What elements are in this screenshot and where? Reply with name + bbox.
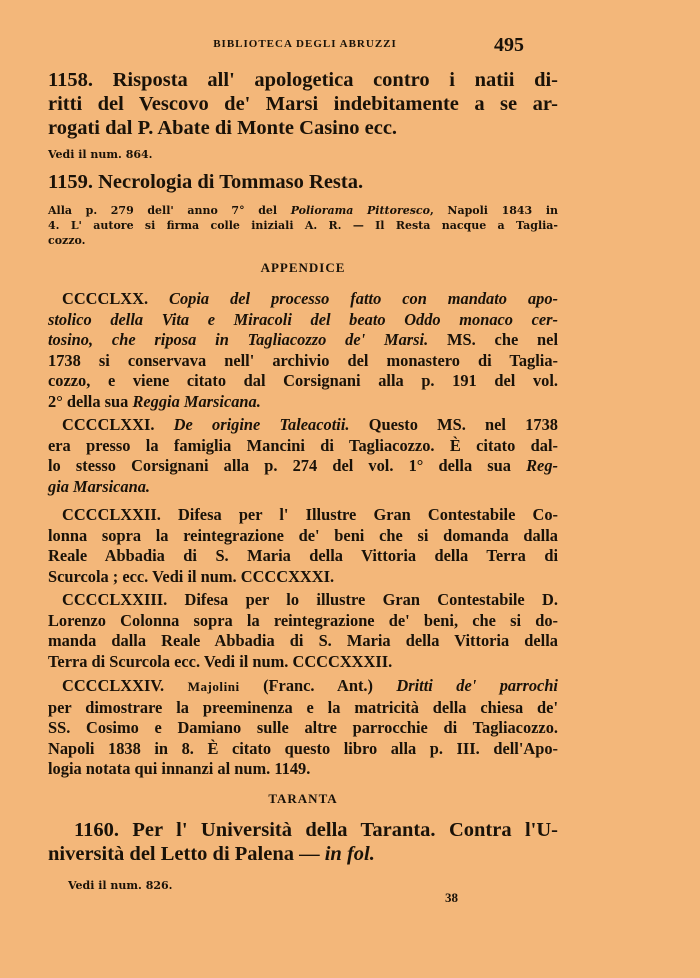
cccclxxi-line-2: era presso la famiglia Mancini di Tagliacozzo. È citato dal- — [48, 435, 558, 455]
entry-cccclxx — [48, 289, 558, 412]
entry-cccclxxiii — [48, 590, 558, 672]
cccclxxi-line-4: gia Marsicana. — [48, 476, 151, 496]
cccclxxiv-line-4: Napoli 1838 in 8. È citato questo libro alla p. III. dell'Apo- — [48, 738, 558, 758]
running-title: BIBLIOTECA DEGLI ABRUZZI — [213, 38, 397, 50]
cccclxxi-line-1: CCCCLXXI. De origine Taleacotii. Questo MS. nel 1738 — [62, 415, 559, 434]
entry-1159-title: 1159. Necrologia di Tommaso Resta. — [48, 171, 364, 193]
cccclxxiii-line-1: CCCCLXXIII. Difesa per lo illustre Gran Contestabile D. — [62, 590, 558, 609]
entry-1159-note-line-1: Alla p. 279 dell' anno 7° del Poliorama Pittoresco, Napoli 1843 in — [48, 204, 558, 217]
cccclxxii-line-4: Scurcola ; ecc. Vedi il num. CCCCXXXI. — [48, 566, 335, 586]
cccclxxiii-line-4: Terra di Scurcola ecc. Vedi il num. CCCCXXXII. — [48, 651, 393, 671]
section-title-taranta: TARANTA — [268, 791, 338, 806]
cccclxxiii-line-3: manda dalla Reale Abbadia di S. Maria della Vittoria della — [48, 631, 558, 650]
cccclxxiii-line-2: Lorenzo Colonna sopra la reintegrazione de' beni, che si do- — [48, 610, 558, 630]
cccclxxi-line-3: lo stesso Corsignani alla p. 274 del vol. 1° della sua Reg- — [48, 456, 558, 475]
cccclxxiv-line-2: per dimostrare la preeminenza e la matricità della chiesa de' — [48, 697, 558, 717]
cccclxxii-line-1: CCCCLXXII. Difesa per l' Illustre Gran Contestabile Co- — [62, 505, 558, 524]
entry-1158-note: Vedi il num. 864. — [48, 148, 153, 161]
cccclxxii-line-2: lonna sopra la reintegrazione de' beni che si domanda dalla — [48, 525, 558, 545]
entry-1160-note: Vedi il num. 826. — [68, 879, 173, 892]
entry-1159-note-line-3: cozzo. — [48, 234, 86, 247]
signature-mark: 38 — [445, 890, 458, 905]
entry-1158 — [48, 68, 558, 140]
cccclxx-line-5: cozzo, e viene citato dal Corsignani alla p. 191 del vol. — [48, 371, 558, 390]
entry-1160-line-1: 1160. Per l' Università della Taranta. Contra l'U- — [74, 819, 558, 841]
entry-1158-line-1: 1158. Risposta all' apologetica contro i natii di- — [48, 69, 558, 91]
cccclxxiv-line-1: CCCCLXXIV. Majolini (Franc. Ant.) Dritti de' parrochi — [62, 676, 558, 695]
cccclxx-line-3: tosino, che riposa in Tagliacozzo de' Marsi. MS. che nel — [48, 330, 558, 349]
entry-1160 — [48, 818, 558, 866]
entry-cccclxxii — [48, 505, 558, 587]
cccclxxiv-line-5: logia notata qui innanzi al num. 1149. — [48, 759, 311, 778]
cccclxxiv-line-3: SS. Cosimo e Damiano sulle altre parrocchie di Tagliacozzo. — [48, 718, 558, 737]
cccclxx-line-1: CCCCLXX. Copia del processo fatto con mandato apo- — [62, 289, 558, 308]
section-title-appendice: APPENDICE — [260, 260, 346, 275]
entry-cccclxxi — [48, 415, 558, 497]
page-number: 495 — [494, 34, 524, 56]
cccclxxii-line-3: Reale Abbadia di S. Maria della Vittoria della Terra di — [48, 546, 558, 565]
cccclxx-line-4: 1738 si conservava nell' archivio del monastero di Taglia- — [48, 350, 558, 370]
cccclxx-line-6: 2° della sua Reggia Marsicana. — [48, 391, 261, 411]
entry-1158-line-2: ritti del Vescovo de' Marsi indebitamente a se ar- — [48, 93, 558, 115]
entry-1159-note — [48, 203, 558, 248]
entry-1159-note-line-2: 4. L' autore si firma colle iniziali A. R. — Il Resta nacque a Taglia- — [48, 219, 558, 232]
entry-cccclxxiv — [48, 676, 558, 780]
entry-1158-line-3: rogati dal P. Abate di Monte Casino ecc. — [48, 117, 398, 139]
entry-1160-line-2: niversità del Letto di Palena — in fol. — [48, 843, 375, 865]
cccclxx-line-2: stolico della Vita e Miracoli del beato Oddo monaco cer- — [48, 309, 558, 329]
